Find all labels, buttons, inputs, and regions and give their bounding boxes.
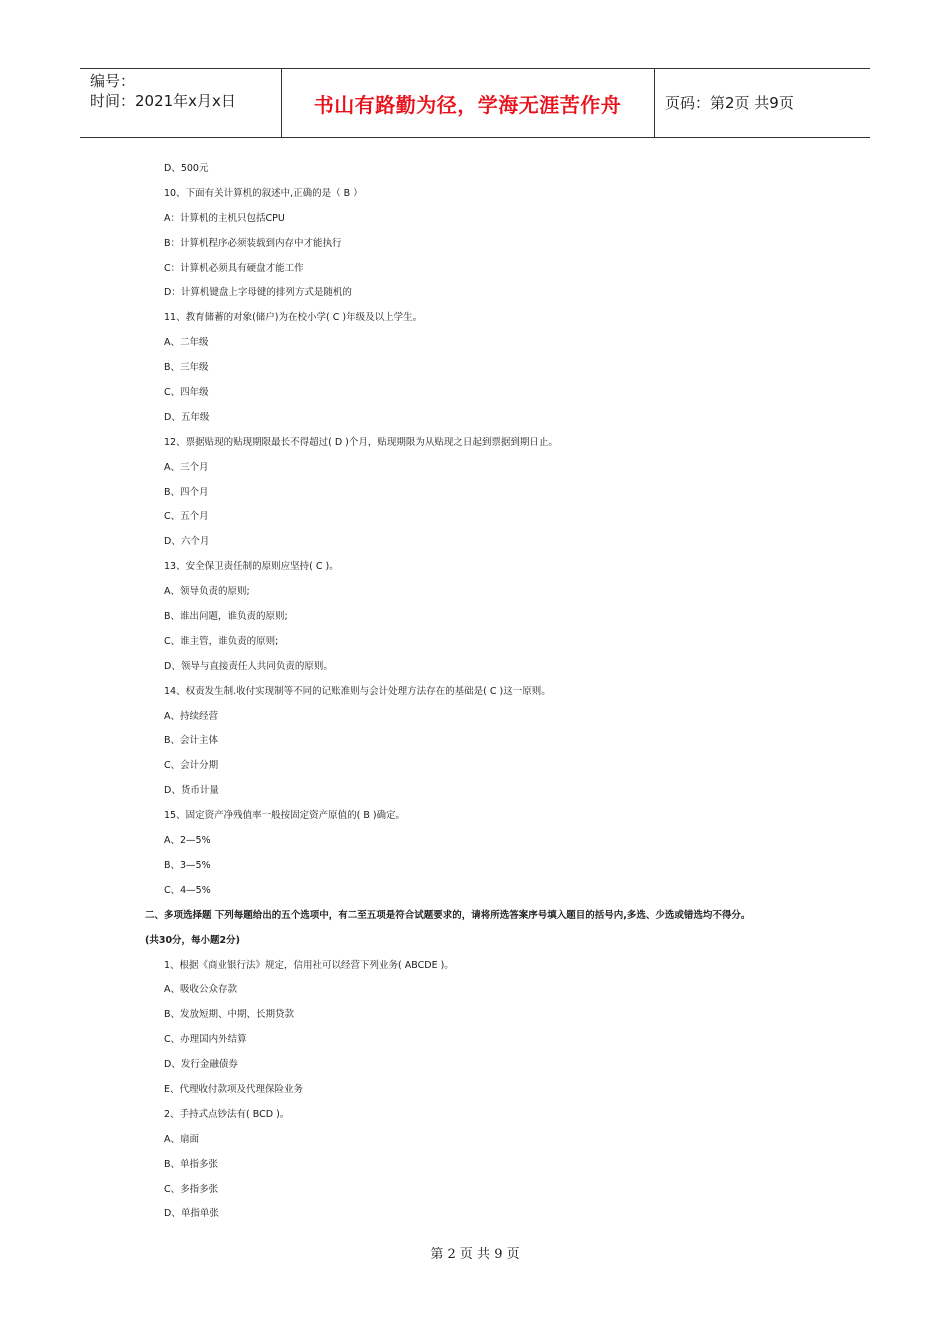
header-motto: 书山有路勤为径，学海无涯苦作舟 — [313, 93, 622, 117]
answer-option: C、五个月 — [164, 511, 209, 523]
answer-option: C：计算机必须具有硬盘才能工作 — [164, 262, 304, 274]
answer-option: B、三年级 — [164, 362, 209, 374]
answer-option: D：计算机键盘上字母键的排列方式是随机的 — [164, 287, 352, 299]
answer-option: D、五年级 — [164, 411, 210, 423]
answer-option: C、会计分期 — [164, 760, 219, 772]
question-text: 12、票据贴现的贴现期限最长不得超过( D )个月，贴现期限为从贴现之日起到票据到期日止。 — [164, 436, 558, 448]
answer-option: C、谁主管，谁负责的原则; — [164, 635, 279, 647]
answer-option: A：计算机的主机只包括CPU — [164, 212, 285, 224]
document-body — [0, 157, 950, 1227]
question-text: 14、权责发生制.收付实现制等不同的记账准则与会计处理方法存在的基础是( C )这一原则。 — [164, 685, 551, 697]
answer-option: B、单指多张 — [164, 1158, 219, 1170]
document-number-label: 编号： — [90, 72, 136, 90]
header-info-cell — [80, 69, 282, 137]
answer-option: A、三个月 — [164, 461, 209, 473]
question-text: 15、固定资产净残值率一般按固定资产原值的( B )确定。 — [164, 810, 406, 822]
document-time-label: 时间：2021年x月x日 — [90, 92, 236, 110]
answer-option: B、谁出问题，谁负责的原则; — [164, 611, 288, 623]
answer-option: C、4—5% — [164, 884, 211, 896]
question-text: 13、安全保卫责任制的原则应坚持( C )。 — [164, 561, 339, 573]
answer-option: A、2—5% — [164, 835, 211, 847]
answer-option: A、领导负责的原则; — [164, 586, 250, 598]
header-motto-cell — [281, 69, 655, 137]
question-text: 11、教育储蓄的对象(储户)为在校小学( C )年级及以上学生。 — [164, 312, 423, 324]
answer-option: D、发行金融债券 — [164, 1059, 238, 1071]
answer-option: A、吸收公众存款 — [164, 984, 237, 996]
section-heading: 二、多项选择题 下列每题给出的五个选项中，有二至五项是符合试题要求的，请将所选答案序号填入题目的括号内,多选、少选或错选均不得分。 — [145, 909, 751, 921]
section-heading: (共30分，每小题2分) — [145, 934, 241, 946]
answer-option: D、单指单张 — [164, 1208, 219, 1220]
header-page-info: 页码：第2页 共9页 — [665, 94, 794, 112]
answer-option: D、货币计量 — [164, 785, 219, 797]
question-text: 1、根据《商业银行法》规定，信用社可以经营下列业务( ABCDE )。 — [164, 959, 454, 971]
answer-option: B、会计主体 — [164, 735, 219, 747]
answer-option: A、持续经营 — [164, 710, 218, 722]
answer-option: D、领导与直接责任人共同负责的原则。 — [164, 660, 333, 672]
answer-option: E、代理收付款项及代理保险业务 — [164, 1083, 304, 1095]
question-text: 10、下面有关计算机的叙述中,正确的是（ B ） — [164, 187, 363, 199]
answer-option: B：计算机程序必须装载到内存中才能执行 — [164, 237, 342, 249]
answer-option: B、四个月 — [164, 486, 209, 498]
answer-option: D、六个月 — [164, 536, 210, 548]
answer-option: A、扇面 — [164, 1133, 199, 1145]
answer-option: A、二年级 — [164, 337, 209, 349]
answer-option: C、办理国内外结算 — [164, 1034, 247, 1046]
page-footer: 第 2 页 共 9 页 — [430, 1247, 520, 1262]
answer-option: B、3—5% — [164, 859, 211, 871]
page-header — [80, 68, 870, 138]
question-text: 2、手持式点钞法有( BCD )。 — [164, 1108, 290, 1120]
answer-option: B、发放短期、中期、长期贷款 — [164, 1009, 295, 1021]
answer-option: D、500元 — [164, 163, 209, 174]
answer-option: C、多指多张 — [164, 1183, 219, 1195]
answer-option: C、四年级 — [164, 387, 209, 399]
header-page-cell — [655, 69, 870, 137]
